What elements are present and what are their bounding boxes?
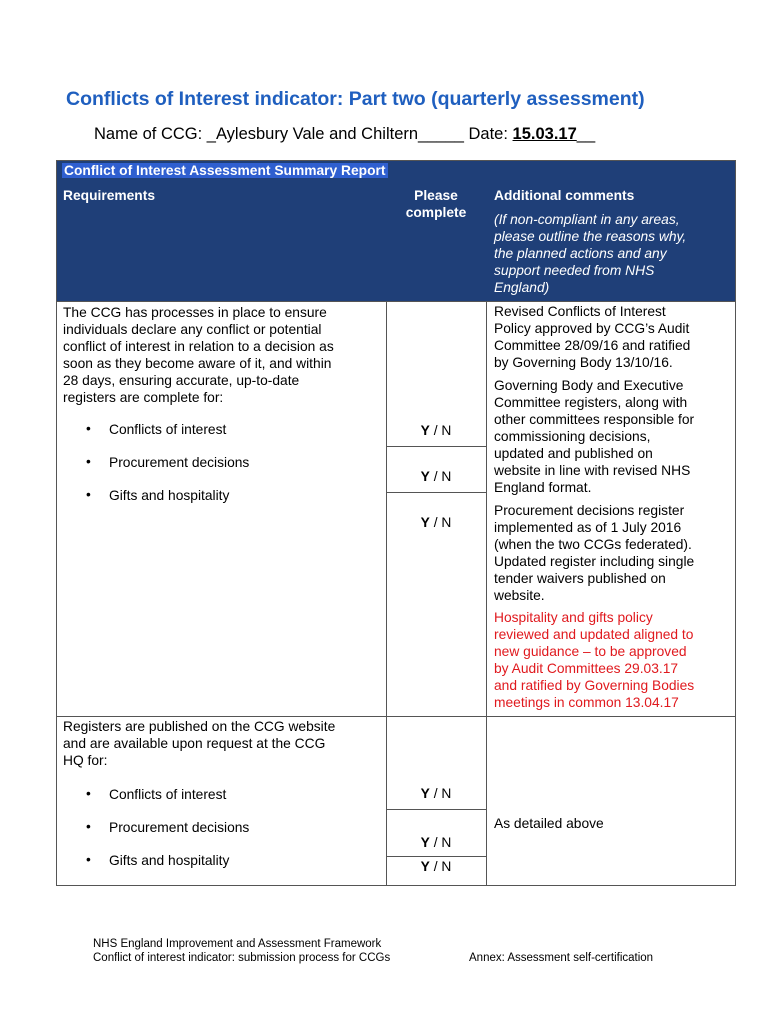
row1-divider: [56, 716, 736, 717]
row1-yn-procurement[interactable]: Y / N: [420, 469, 452, 484]
row1-comment-procurement: Procurement decisions register implemented as of 1 July 2016 (when the two CCGs federated). Updated register including single tender waivers published on website.: [494, 503, 695, 603]
yn-divider: [386, 809, 486, 810]
yn-divider: [386, 856, 486, 857]
yn-divider: [386, 446, 486, 447]
bullet-icon: •: [86, 454, 91, 469]
row1-comment-hospitality: Hospitality and gifts policy reviewed and updated aligned to new guidance – to be approved by Audit Committees 29.03.17 and ratified by Governing Bodies meetings in common 13.04.17: [494, 610, 695, 710]
bullet-icon: •: [86, 786, 91, 801]
footer-annex: Annex: Assessment self-certification: [469, 952, 654, 964]
summary-row-divider: [56, 184, 736, 185]
table-border-bottom: [56, 885, 736, 886]
date-trailing-blank: __: [576, 125, 596, 143]
requirements-header: Requirements: [63, 188, 156, 203]
row2-yn-conflicts[interactable]: Y / N: [420, 786, 452, 801]
table-border-right: [735, 160, 736, 886]
row2-yn-gifts[interactable]: Y / N: [420, 859, 452, 874]
table-border-top: [56, 160, 736, 161]
row1-bullet-procurement: Procurement decisions: [109, 455, 250, 470]
yn-divider: [386, 492, 486, 493]
summary-report-title: Conflict of Interest Assessment Summary Report: [64, 163, 386, 178]
row1-bullet-gifts: Gifts and hospitality: [109, 488, 230, 503]
additional-comments-header: Additional comments: [494, 188, 635, 203]
row1-bullet-conflicts: Conflicts of interest: [109, 422, 227, 437]
row2-requirement-text: Registers are published on the CCG website and are available upon request at the CCG HQ for:: [63, 719, 336, 768]
bullet-icon: •: [86, 421, 91, 436]
please-complete-header: Please complete: [405, 188, 467, 220]
row1-yn-gifts[interactable]: Y / N: [420, 515, 452, 530]
row2-comment: As detailed above: [494, 816, 604, 831]
ccg-name-date-line: [94, 125, 595, 144]
additional-comments-note: (If non-compliant in any areas, please outline the reasons why, the planned actions and any support needed from NHS England): [494, 212, 687, 295]
row1-yn-conflicts[interactable]: Y / N: [420, 423, 452, 438]
row2-bullet-gifts: Gifts and hospitality: [109, 853, 230, 868]
row1-requirement-text: The CCG has processes in place to ensure individuals declare any conflict or potential conflict of interest in relation to a decision as soon as they become aware of it, and within 28 days, ensuring accurate, up-to-date registers are complete for:: [63, 305, 334, 405]
column-divider-2: [486, 301, 487, 886]
bullet-icon: •: [86, 819, 91, 834]
assessment-date: 15.03.17: [512, 125, 577, 143]
row1-comment-policy: Revised Conflicts of Interest Policy approved by CCG’s Audit Committee 28/09/16 and ratified by Governing Body 13/10/16.: [494, 304, 691, 370]
row2-bullet-procurement: Procurement decisions: [109, 820, 250, 835]
header-row-divider: [56, 301, 736, 302]
row2-yn-procurement[interactable]: Y / N: [420, 835, 452, 850]
row2-bullet-conflicts: Conflicts of interest: [109, 787, 227, 802]
footer-framework: NHS England Improvement and Assessment Framework Conflict of interest indicator: submission process for CCGs: [93, 938, 391, 964]
page-title: Conflicts of Interest indicator: Part two (quarterly assessment): [66, 88, 645, 110]
bullet-icon: •: [86, 487, 91, 502]
row1-comment-registers: Governing Body and Executive Committee registers, along with other committees responsible for commissioning decisions, updated and published on website in line with revised NHS England format.: [494, 378, 695, 495]
bullet-icon: •: [86, 852, 91, 867]
table-border-left: [56, 160, 57, 886]
ccg-name: Name of CCG: _Aylesbury Vale and Chiltern_____ Date:: [94, 125, 513, 143]
